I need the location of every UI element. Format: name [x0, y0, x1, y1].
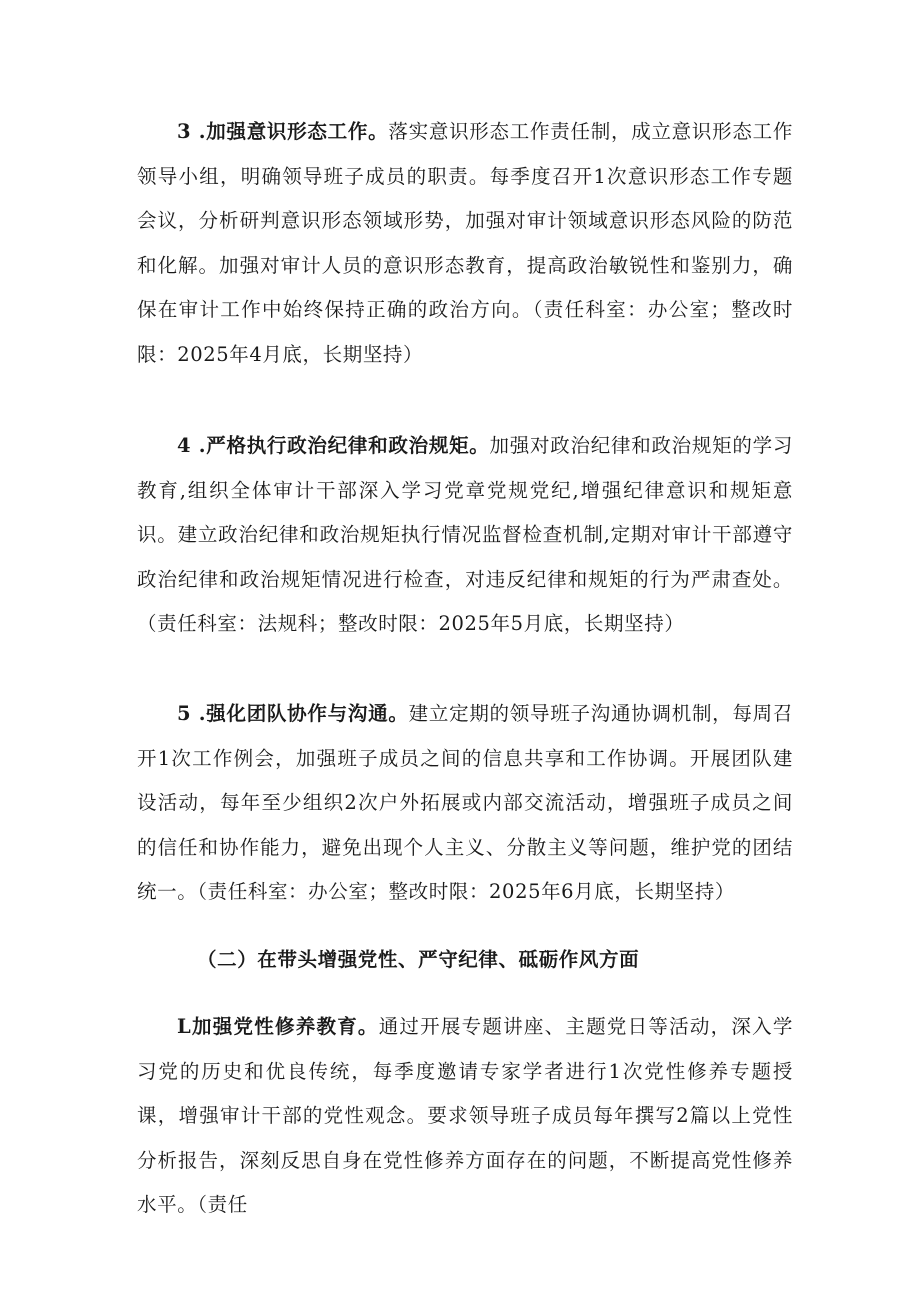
paragraph-team-collaboration — [137, 692, 793, 915]
section-heading: （二）在带头增强党性、严守纪律、砥砺作风方面 — [197, 948, 640, 971]
paragraph-body: 通过开展专题讲座、主题党日等活动，深入学习党的历史和优良传统，每季度邀请专家学者进行1次党性修养专题授课，增强审计干部的党性观念。要求领导班子成员每年撰写2篇以上党性分析报告，深刻反思自身在党性修养方面存在的问题，不断提高党性修养水平。（责任 — [137, 1015, 793, 1216]
paragraph-body: 落实意识形态工作责任制，成立意识形态工作领导小组，明确领导班子成员的职责。每季度召开1次意识形态工作专题会议，分析研判意识形态领域形势，加强对审计领域意识形态风险的防范和化解。加强对审计人员的意识形态教育，提高政治敏锐性和鉴别力，确保在审计工作中始终保持正确的政治方向。（责任科室：办公室；整改时限：2025年4月底，长期坚持） — [137, 120, 793, 366]
paragraph-heading: 4 .严格执行政治纪律和政治规矩。 — [177, 434, 490, 457]
paragraph-political-discipline — [137, 424, 793, 647]
paragraph-heading: L加强党性修养教育。 — [177, 1015, 379, 1038]
paragraph-body: 加强对政治纪律和政治规矩的学习教育,组织全体审计干部深入学习党章党规党纪,增强纪律意识和规矩意识。建立政治纪律和政治规矩执行情况监督检查机制,定期对审计干部遵守政治纪律和政治规矩情况进行检查，对违反纪律和规矩的行为严肃查处。（责任科室：法规科；整改时限：2025年5月底，长期坚持） — [137, 434, 793, 635]
paragraph-heading: 3 .加强意识形态工作。 — [177, 120, 389, 143]
paragraph-ideology-work — [137, 110, 793, 377]
paragraph-body: 建立定期的领导班子沟通协调机制，每周召开1次工作例会，加强班子成员之间的信息共享和工作协调。开展团队建设活动，每年至少组织2次户外拓展或内部交流活动，增强班子成员之间的信任和协作能力，避免出现个人主义、分散主义等问题，维护党的团结统一。（责任科室：办公室；整改时限：2025年6月底，长期坚持） — [137, 702, 793, 903]
paragraph-party-spirit-education — [137, 1005, 793, 1228]
paragraph-heading: 5 .强化团队协作与沟通。 — [177, 702, 409, 725]
